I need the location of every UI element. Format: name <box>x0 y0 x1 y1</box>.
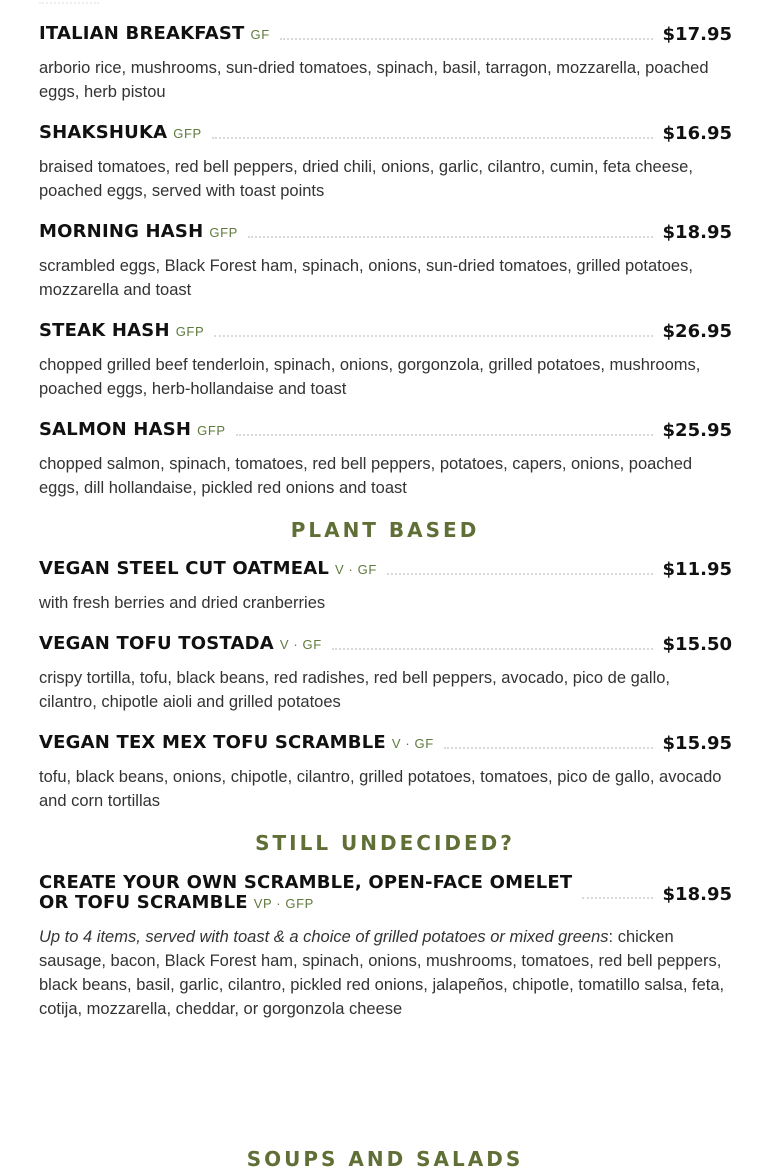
dietary-tag: V · GF <box>335 562 377 577</box>
menu-item-vegan-oatmeal <box>39 559 732 615</box>
dietary-tag: V · GF <box>279 637 322 652</box>
dietary-tag: GFP <box>197 423 226 438</box>
dietary-tag: VP · GFP <box>253 896 314 911</box>
item-header <box>39 321 732 342</box>
dot-leader <box>280 38 653 40</box>
item-header <box>39 123 732 144</box>
item-price: $17.95 <box>662 24 732 45</box>
item-price: $18.95 <box>662 222 732 243</box>
menu-item-steak-hash <box>39 321 732 401</box>
item-description: with fresh berries and dried cranberries <box>39 594 326 612</box>
menu-item-vegan-tostada <box>39 634 732 714</box>
section-heading-soups-salads: SOUPS AND SALADS <box>246 1147 524 1171</box>
previous-item-fragment <box>39 0 99 4</box>
menu-item-morning-hash <box>39 222 732 302</box>
item-name: ITALIAN BREAKFAST GF <box>39 23 270 44</box>
item-description: arborio rice, mushrooms, sun-dried tomatoes, spinach, basil, tarragon, mozzarella, poached eggs, herb pistou <box>39 59 709 101</box>
item-header <box>39 420 732 441</box>
description-intro: Up to 4 items, served with toast & a choice of grilled potatoes or mixed greens <box>39 928 609 946</box>
menu-item-salmon-hash <box>39 420 732 500</box>
menu-item-shakshuka <box>39 123 732 203</box>
dot-leader <box>212 137 653 139</box>
item-price: $15.50 <box>662 634 732 655</box>
item-name: VEGAN STEEL CUT OATMEAL V · GF <box>39 558 377 579</box>
dot-leader <box>332 648 653 650</box>
section-heading-plant-based: PLANT BASED <box>290 518 480 542</box>
item-price: $11.95 <box>662 559 732 580</box>
item-name: CREATE YOUR OWN SCRAMBLE, OPEN-FACE OMELET OR TOFU SCRAMBLE VP · GFP <box>39 872 573 913</box>
item-price: $16.95 <box>662 123 732 144</box>
item-name: STEAK HASH GFP <box>39 320 205 341</box>
dot-leader <box>582 897 652 899</box>
item-name: SHAKSHUKA GFP <box>39 122 202 143</box>
item-description <box>39 925 732 1021</box>
item-name: MORNING HASH GFP <box>39 221 238 242</box>
menu-item-create-your-own <box>39 873 732 1021</box>
dietary-tag: GFP <box>209 225 238 240</box>
item-description: tofu, black beans, onions, chipotle, cilantro, grilled potatoes, tomatoes, pico de gallo, avocado and corn tortillas <box>39 768 722 810</box>
dot-leader <box>444 747 653 749</box>
menu-item-italian-breakfast <box>39 24 732 104</box>
item-price: $25.95 <box>662 420 732 441</box>
item-header <box>39 559 732 580</box>
item-description: scrambled eggs, Black Forest ham, spinach, onions, sun-dried tomatoes, grilled potatoes, mozzarella and toast <box>39 257 693 299</box>
item-name: VEGAN TEX MEX TOFU SCRAMBLE V · GF <box>39 732 434 753</box>
menu-item-vegan-tex-mex <box>39 733 732 813</box>
item-name: SALMON HASH GFP <box>39 419 226 440</box>
item-header <box>39 873 732 914</box>
dot-leader <box>214 335 652 337</box>
dot-leader <box>248 236 653 238</box>
item-description: chopped grilled beef tenderloin, spinach, onions, gorgonzola, grilled potatoes, mushrooms, poached eggs, herb-hollandaise and toast <box>39 356 701 398</box>
item-header <box>39 222 732 243</box>
item-description: chopped salmon, spinach, tomatoes, red bell peppers, potatoes, capers, onions, poached eggs, dill hollandaise, pickled red onions and toast <box>39 455 693 497</box>
dietary-tag: GFP <box>173 126 202 141</box>
dot-leader <box>236 434 653 436</box>
item-name: VEGAN TOFU TOSTADA V · GF <box>39 633 322 654</box>
item-header <box>39 24 732 45</box>
section-heading-still-undecided: STILL UNDECIDED? <box>255 831 515 855</box>
dot-leader <box>387 573 653 575</box>
item-price: $15.95 <box>662 733 732 754</box>
item-header <box>39 733 732 754</box>
dietary-tag: GFP <box>175 324 205 339</box>
item-description: crispy tortilla, tofu, black beans, red radishes, red bell peppers, avocado, pico de gallo, cilantro, chipotle aioli and grilled potatoes <box>39 669 671 711</box>
item-price: $26.95 <box>662 321 732 342</box>
dietary-tag: V · GF <box>391 736 434 751</box>
description-options: : chicken sausage, bacon, Black Forest ham, spinach, onions, mushrooms, tomatoes, red bell peppers, black beans, basil, garlic, cilantro, pickled red onions, jalapeños, chipotle, tomatillo salsa, feta, cotija, mozzarella, cheddar, or gorgonzola cheese <box>39 928 725 1018</box>
item-header <box>39 634 732 655</box>
item-description: braised tomatoes, red bell peppers, dried chili, onions, garlic, cilantro, cumin, feta cheese, poached eggs, served with toast points <box>39 158 693 200</box>
dietary-tag: GF <box>250 27 270 42</box>
item-price: $18.95 <box>662 884 732 905</box>
